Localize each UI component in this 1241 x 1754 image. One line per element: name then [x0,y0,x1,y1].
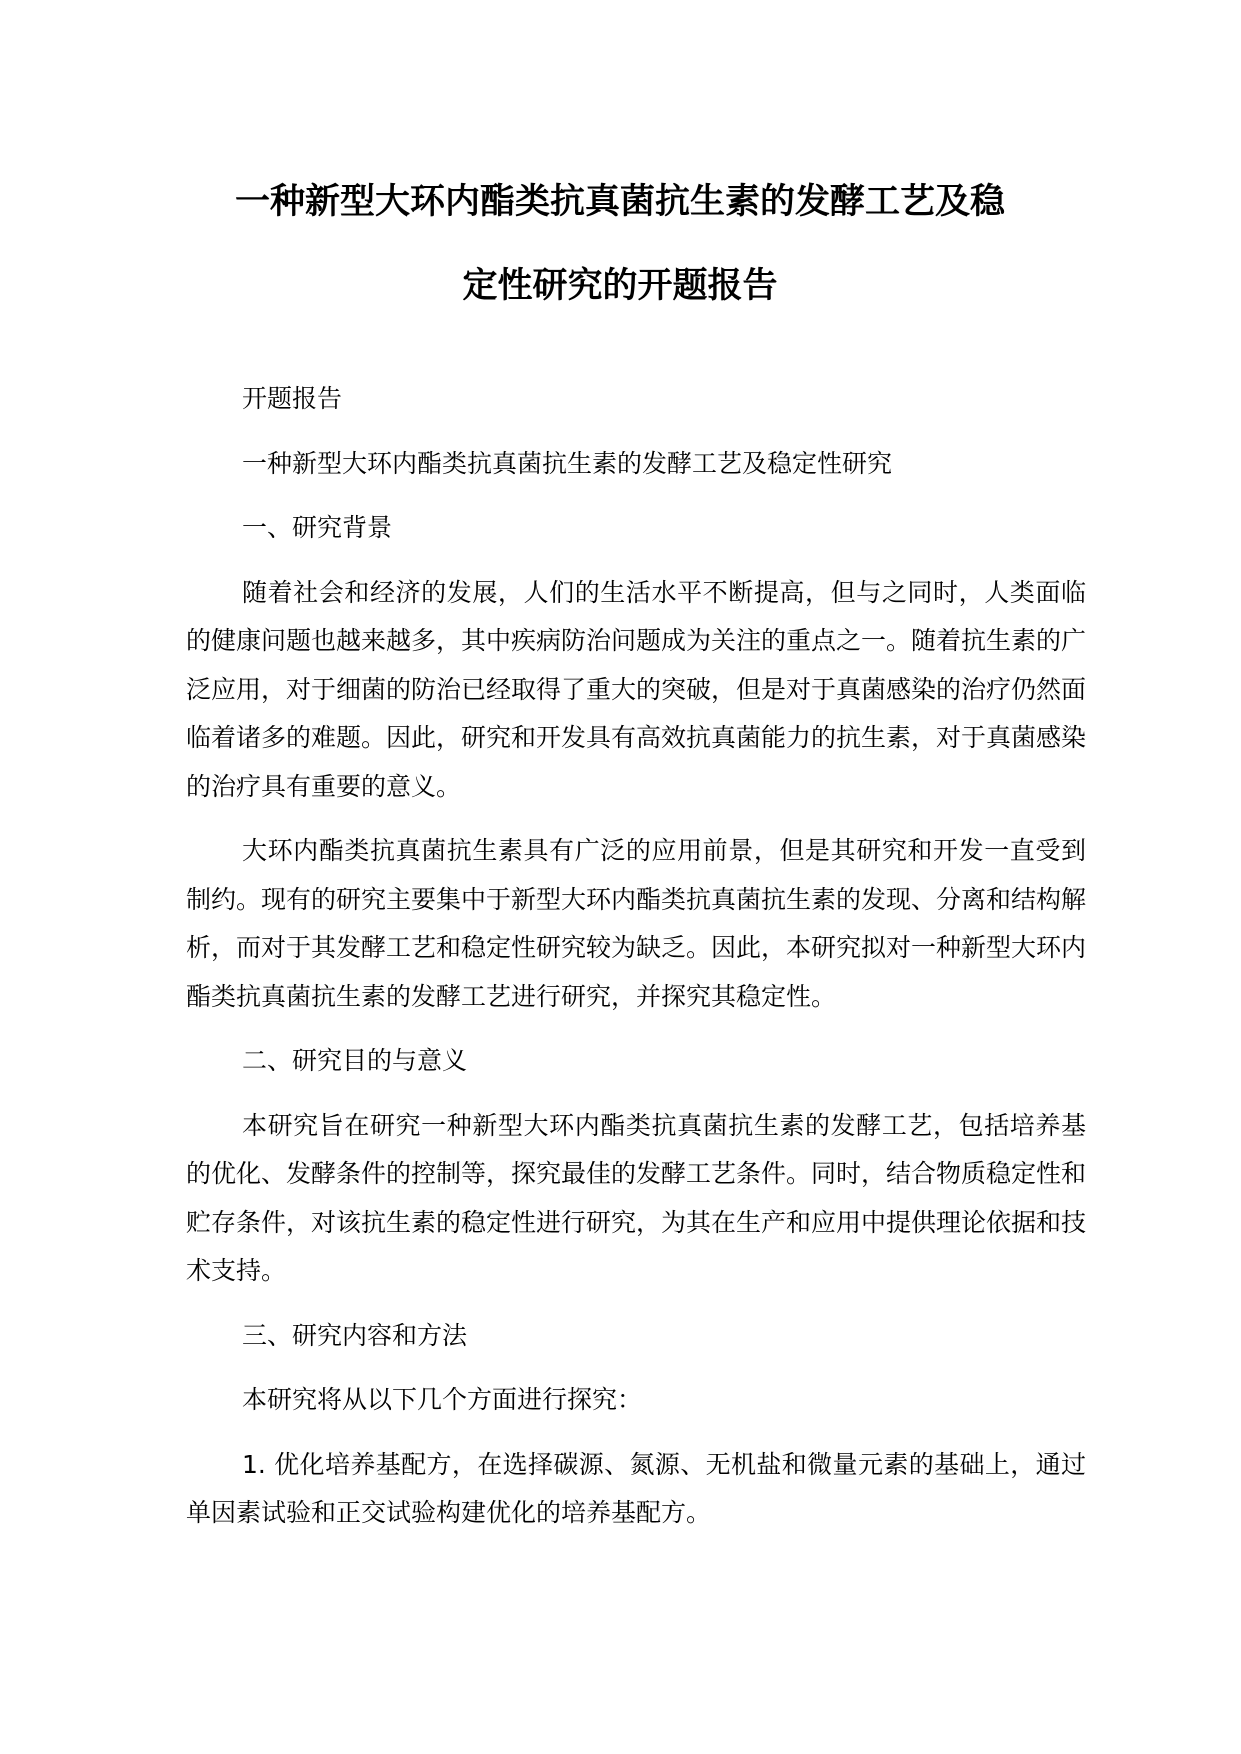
section-heading-methods: 三、研究内容和方法 [242,1320,468,1350]
background-paragraph-1: 随着社会和经济的发展，人们的生活水平不断提高，但与之同时，人类面临的健康问题也越来越多，其中疾病防治问题成为关注的重点之一。随着抗生素的广泛应用，对于细菌的防治已经取得了重大的突破，但是对于真菌感染的治疗仍然面临着诸多的难题。因此，研究和开发具有高效抗真菌能力的抗生素，对于真菌感染的治疗具有重要的意义。 [186,577,1087,801]
section-heading-purpose: 二、研究目的与意义 [242,1046,468,1075]
document-title-line-2: 定性研究的开题报告 [462,266,778,306]
document-title-line-1: 一种新型大环内酯类抗真菌抗生素的发酵工艺及稳 [234,182,1005,222]
background-paragraph-2: 大环内酯类抗真菌抗生素具有广泛的应用前景，但是其研究和开发一直受到制约。现有的研究主要集中于新型大环内酯类抗真菌抗生素的发现、分离和结构解析，而对于其发酵工艺和稳定性研究较为缺乏。因此，本研究拟对一种新型大环内酯类抗真菌抗生素的发酵工艺进行研究，并探究其稳定性。 [186,836,1087,1011]
section-heading-background: 一、研究背景 [242,513,393,542]
report-subject: 一种新型大环内酯类抗真菌抗生素的发酵工艺及稳定性研究 [242,448,893,478]
report-label: 开题报告 [242,384,343,413]
purpose-paragraph: 本研究旨在研究一种新型大环内酯类抗真菌抗生素的发酵工艺，包括培养基的优化、发酵条件的控制等，探究最佳的发酵工艺条件。同时，结合物质稳定性和贮存条件，对该抗生素的稳定性进行研究，为其在生产和应用中提供理论依据和技术支持。 [186,1110,1087,1285]
methods-item-1: 1. 优化培养基配方，在选择碳源、氮源、无机盐和微量元素的基础上，通过单因素试验和正交试验构建优化的培养基配方。 [186,1449,1086,1527]
document-body [186,375,1086,1554]
methods-intro: 本研究将从以下几个方面进行探究： [242,1385,643,1414]
